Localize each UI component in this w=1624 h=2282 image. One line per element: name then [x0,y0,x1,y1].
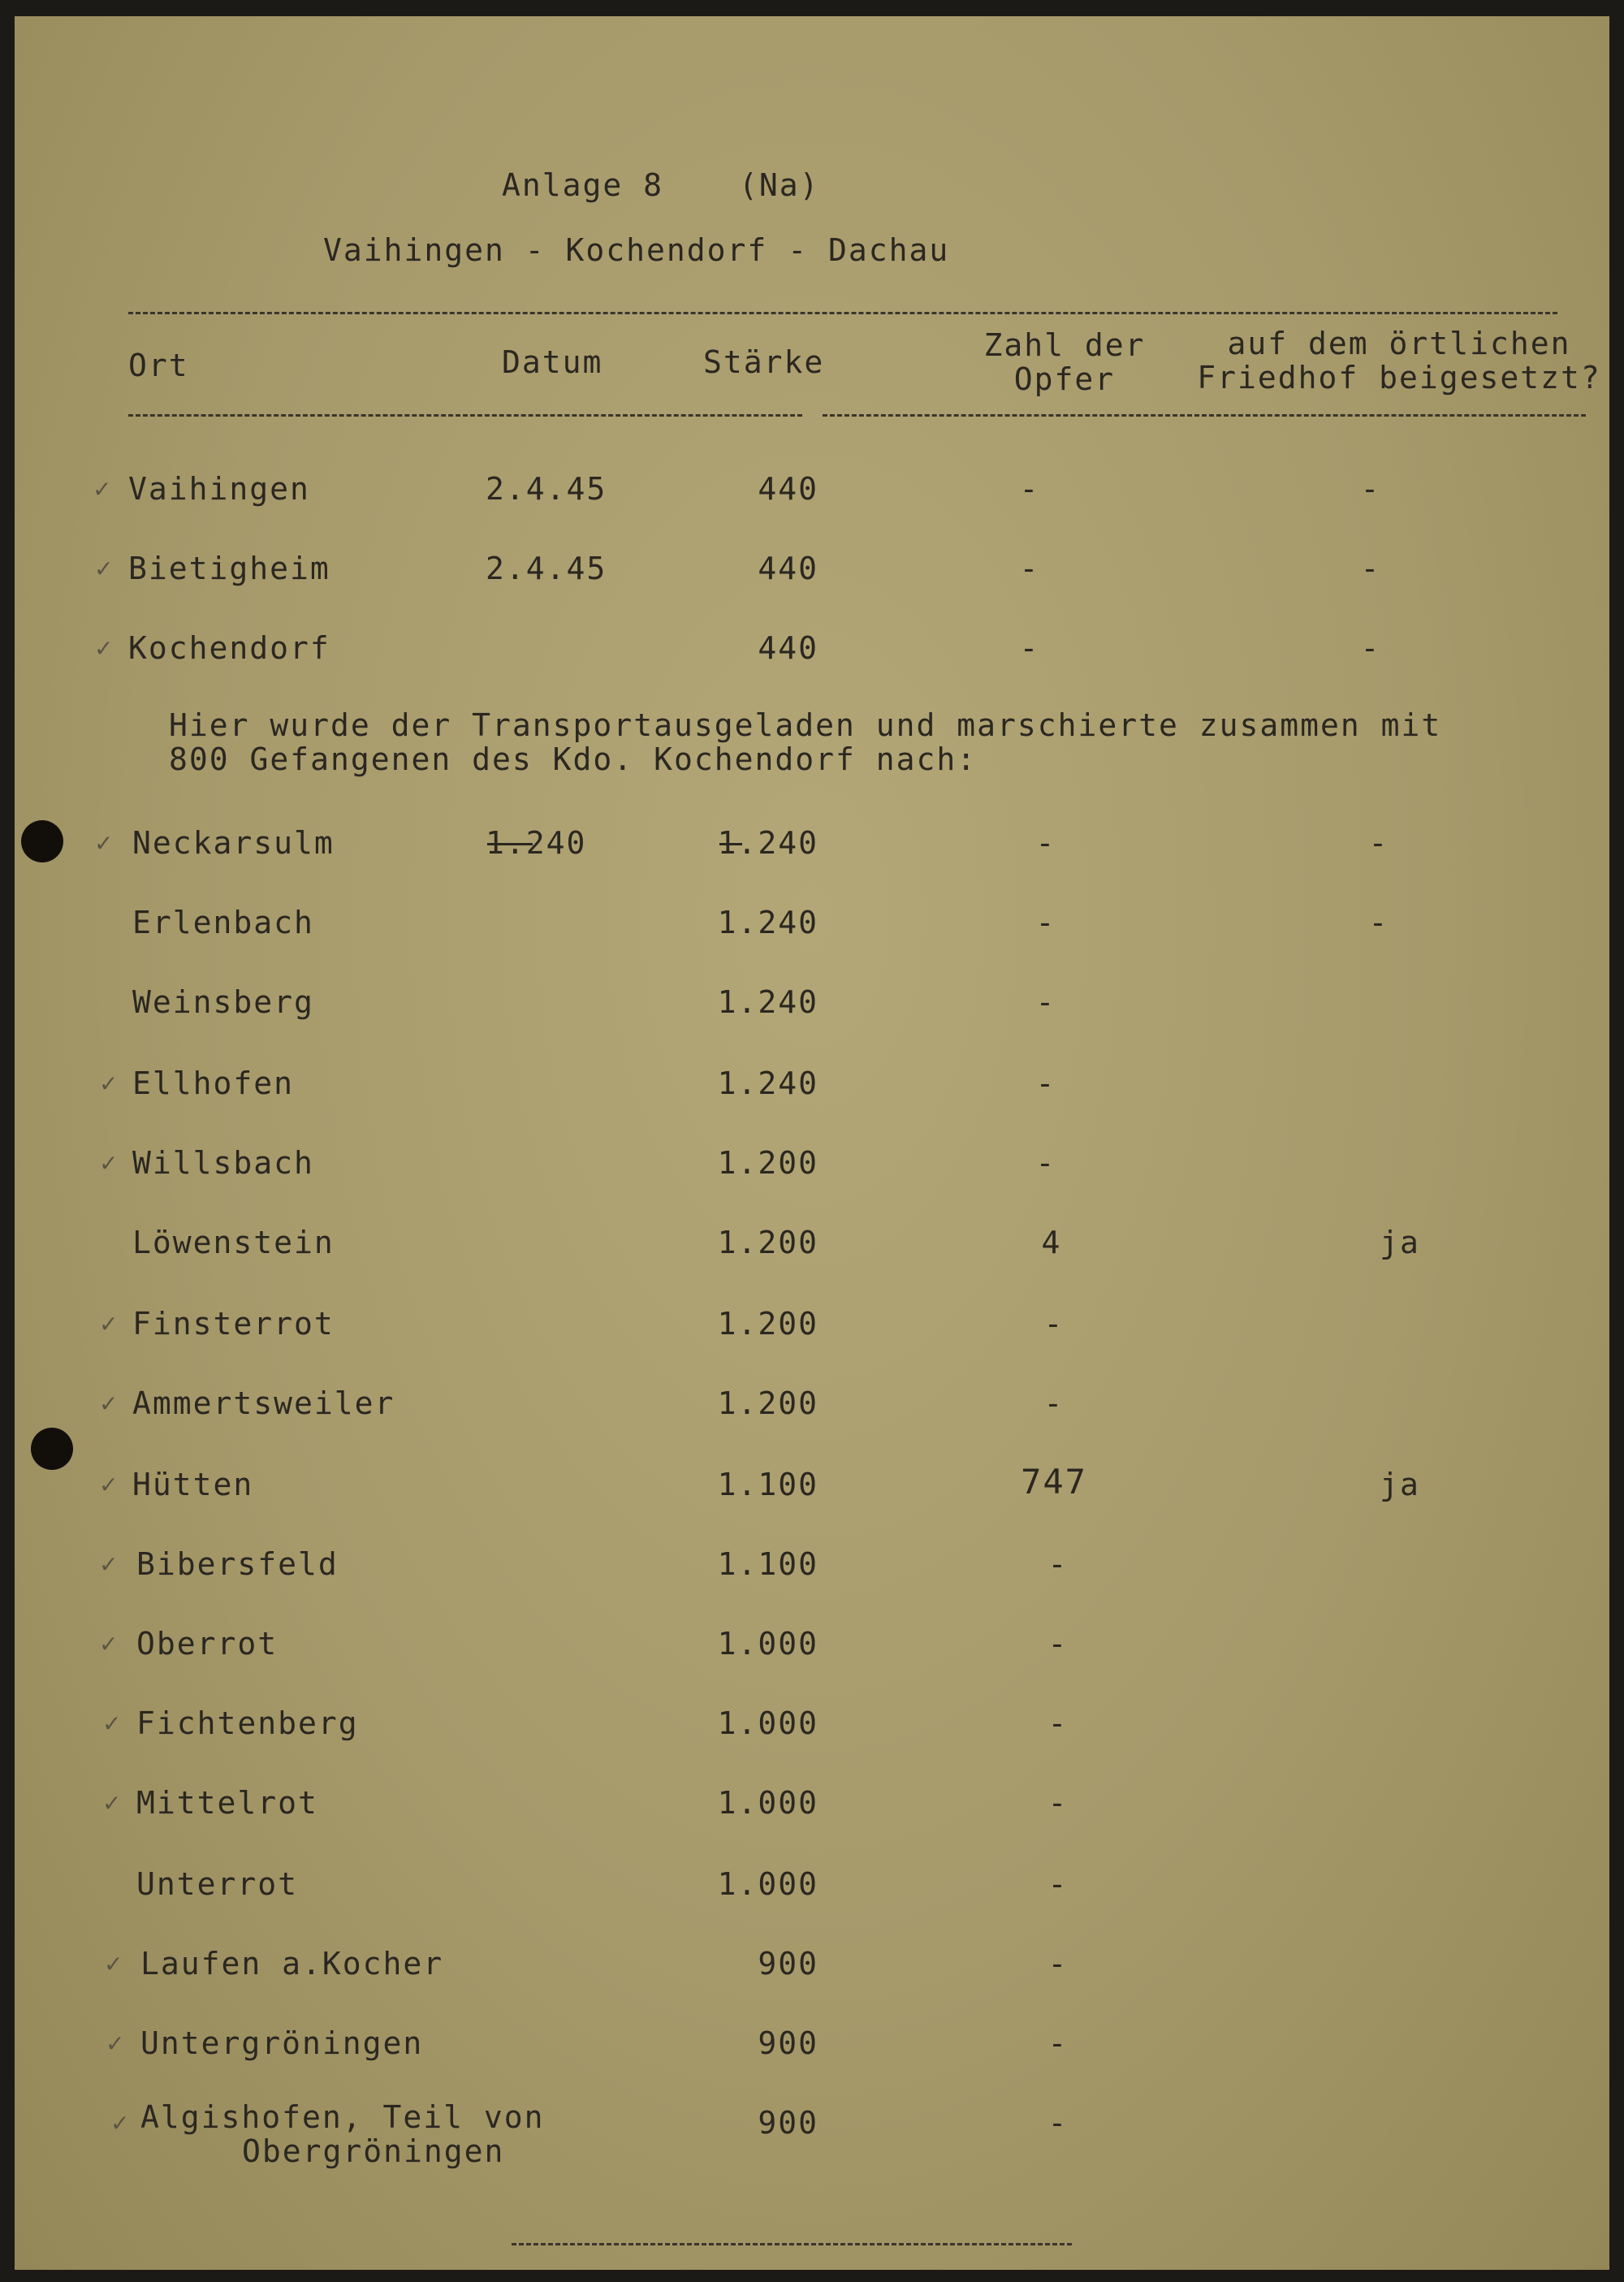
punch-hole [21,820,63,862]
row-opfer: - [1035,905,1056,940]
row-opfer: - [1035,1065,1056,1101]
row-ort: Neckarsulm [132,825,335,861]
row-staerke: 1.200 [717,1385,818,1421]
row-staerke: 900 [758,2025,818,2061]
col-ort: Ort [128,348,189,383]
row-opfer: - [1047,1626,1069,1662]
row-opfer: - [1035,984,1056,1020]
row-staerke: 1.240 [717,1065,818,1101]
row-opfer: - [1047,1866,1069,1902]
row-ort: Bietigheim [128,551,330,586]
check-mark-icon: ✓ [110,2110,130,2137]
row-opfer: - [1019,551,1040,586]
row-staerke: 440 [758,551,818,586]
bottom-rule [512,2243,1072,2245]
row-ort: Ammertsweiler [132,1385,395,1421]
row-opfer: - [1047,1785,1069,1821]
row-staerke: 900 [758,1946,818,1982]
row-staerke: 1.000 [717,1626,818,1662]
check-mark-icon: ✓ [94,635,114,662]
row-friedhof: - [1360,471,1381,507]
row-staerke: 1.000 [717,1705,818,1741]
row-staerke: 1.200 [717,1145,818,1181]
annex-code: (Na) [739,167,820,203]
row-ort: Erlenbach [132,905,314,940]
check-mark-icon: ✓ [99,1311,119,1338]
row-staerke: 1.000 [717,1785,818,1821]
col-opfer [947,328,1182,396]
note-line-2: 800 Gefangenen des Kdo. Kochendorf nach: [169,741,978,777]
col-datum: Datum [502,344,603,380]
check-mark-icon: ✓ [94,830,114,857]
check-mark-icon: ✓ [106,2030,125,2057]
row-ort: Oberrot [136,1626,279,1662]
check-mark-icon: ✓ [99,1390,119,1417]
col-opfer-line2: Opfer [1013,361,1116,397]
row-datum: 2.4.45 [486,471,607,507]
col-friedhof-line1: auf dem örtlichen [1227,326,1571,361]
note-line-1: Hier wurde der Transportausgeladen und marschierte zusammen mit [169,707,1442,743]
row-opfer: 4 [1041,1225,1062,1260]
row-staerke: 900 [758,2105,818,2141]
check-mark-icon: ✓ [94,555,114,582]
check-mark-icon: ✓ [99,1472,119,1498]
row-opfer: - [1043,1385,1065,1421]
row-ort: Willsbach [132,1145,314,1181]
transport-note [169,708,1441,776]
row-friedhof: ja [1380,1467,1420,1502]
header-rule-left [128,414,802,417]
row-ort: Vaihingen [128,471,310,507]
check-mark-icon: ✓ [102,1710,122,1737]
row-staerke: 440 [758,471,818,507]
check-mark-icon: ✓ [99,1070,119,1097]
row-opfer: - [1047,1705,1069,1741]
document-page [15,16,1609,2270]
row-opfer: 747 [1021,1462,1087,1502]
row-opfer: - [1047,2025,1069,2061]
row-staerke: 1.100 [717,1467,818,1502]
row-datum: 1.240 [486,825,587,861]
punch-hole [31,1428,73,1470]
check-mark-icon: ✓ [102,1790,122,1817]
row-staerke: 1.200 [717,1306,818,1342]
row-ort-line-2: Obergröningen [242,2133,505,2169]
row-ort: Laufen a.Kocher [140,1946,444,1982]
row-staerke: 1.240 [717,825,818,861]
row-staerke: 440 [758,630,818,666]
row-ort: Kochendorf [128,630,330,666]
check-mark-icon: ✓ [99,1631,119,1657]
row-ort: Finsterrot [132,1306,335,1342]
row-ort: Fichtenberg [136,1705,359,1741]
row-opfer: - [1035,825,1056,861]
row-opfer: - [1047,1546,1069,1582]
row-ort [140,2100,545,2168]
row-ort: Mittelrot [136,1785,318,1821]
header-rule-right [823,414,1586,417]
row-friedhof: - [1368,825,1389,861]
row-opfer: - [1019,630,1040,666]
row-ort: Untergröningen [140,2025,424,2061]
row-staerke: 1.100 [717,1546,818,1582]
row-ort: Unterrot [136,1866,299,1902]
check-mark-icon: ✓ [104,1951,123,1977]
check-mark-icon: ✓ [99,1551,119,1578]
row-opfer: - [1035,1145,1056,1181]
col-friedhof [1184,326,1609,395]
row-ort: Löwenstein [132,1225,335,1260]
row-ort: Bibersfeld [136,1546,339,1582]
check-mark-icon: ✓ [99,1150,119,1177]
row-staerke: 1.000 [717,1866,818,1902]
strikethrough-mark [487,843,533,845]
row-staerke: 1.240 [717,984,818,1020]
route-title: Vaihingen - Kochendorf - Dachau [323,232,950,268]
row-opfer: - [1047,1946,1069,1982]
strikethrough-mark [719,843,742,845]
col-friedhof-line2: Friedhof beigesetzt? [1197,360,1601,395]
row-opfer: - [1043,1306,1065,1342]
row-ort-line-1: Algishofen, Teil von [140,2099,545,2135]
col-opfer-line1: Zahl der [983,327,1146,363]
row-ort: Weinsberg [132,984,314,1020]
top-rule [128,312,1557,314]
check-mark-icon: ✓ [93,476,112,503]
row-friedhof: - [1368,905,1389,940]
row-opfer: - [1019,471,1040,507]
row-friedhof: ja [1380,1225,1420,1260]
col-staerke: Stärke [703,344,825,380]
row-staerke: 1.240 [717,905,818,940]
row-staerke: 1.200 [717,1225,818,1260]
row-friedhof: - [1360,630,1381,666]
row-friedhof: - [1360,551,1381,586]
row-opfer: - [1047,2105,1069,2141]
row-datum: 2.4.45 [486,551,607,586]
row-ort: Ellhofen [132,1065,295,1101]
annex-title: Anlage 8 [502,167,664,203]
row-ort: Hütten [132,1467,254,1502]
